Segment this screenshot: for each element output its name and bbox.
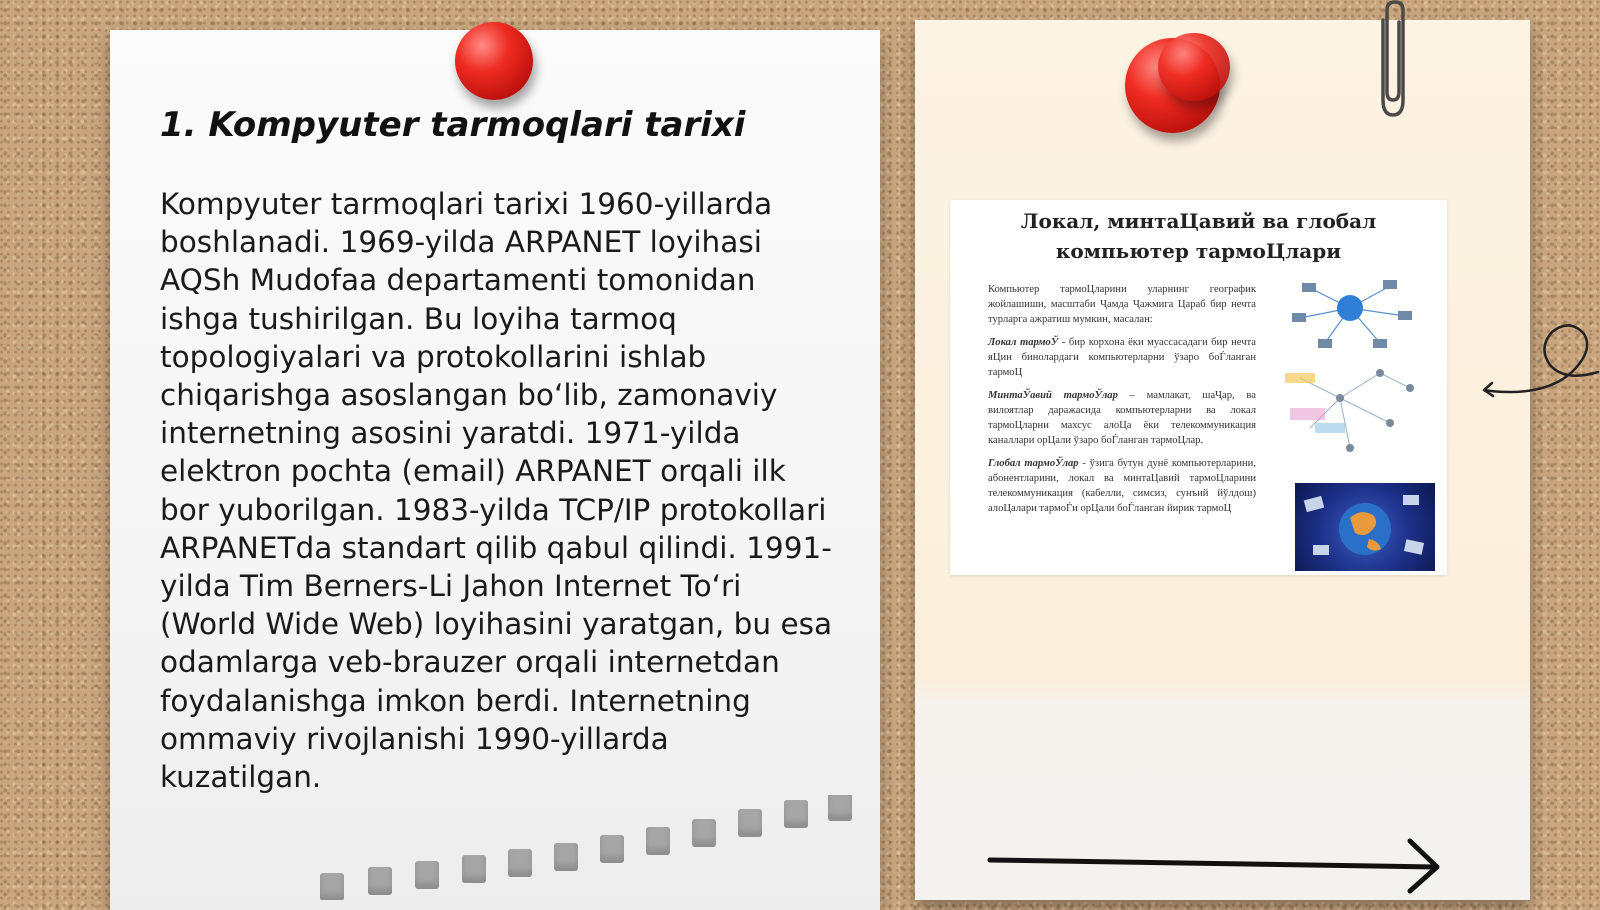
- document-global-term: Глобал тармоЎлар: [988, 458, 1079, 469]
- document-local-paragraph: [988, 335, 1256, 380]
- document-title-line1: Локал, минтаЦавий ва глобал: [1020, 209, 1377, 233]
- push-pin-highlight: [1158, 33, 1230, 101]
- curly-arrow-icon: [1480, 310, 1600, 410]
- document-regional-paragraph: [988, 388, 1256, 448]
- document-image: [950, 200, 1447, 575]
- document-title-line2: компьютер тармоЦлари: [1055, 239, 1342, 263]
- torn-paper-edge: [110, 795, 880, 900]
- document-regional-term: МинтаЎавий тармоЎлар: [988, 390, 1118, 401]
- document-text: [988, 282, 1256, 524]
- document-local-term: Локал тармоЎ: [988, 337, 1059, 348]
- slide-title: 1. Kompyuter tarmoqlari tarixi: [160, 105, 746, 145]
- document-local-text: - бир корхона ёки муассасадаги бир нечта яЦин бинолардаги компьютерларни ўзаро боЃланган тармоЦ: [988, 337, 1256, 378]
- document-title: [950, 206, 1447, 266]
- globe-network-image: [1295, 483, 1435, 571]
- paper-clip-icon: [1375, 0, 1411, 120]
- arrow-right-icon: [985, 835, 1445, 895]
- document-global-paragraph: [988, 456, 1256, 516]
- network-diagram-image: [1280, 278, 1425, 458]
- document-intro: Компьютер тармоЦларини уларнинг географик жойлашиши, масштаби Ҷамда Ҷажмига Цараб бир нечта турларга ажратиш мумкин, масалан:: [988, 284, 1256, 325]
- slide-body-text: Kompyuter tarmoqlari tarixi 1960-yillarda boshlanadi. 1969-yilda ARPANET loyihasi AQSh Mudofaa departamenti tomonidan ishga tushirilgan. Bu loyiha tarmoq topologiyalari va protokollarini ishlab chiqarishga asoslangan bo‘lib, zamonaviy internetning asosini yaratdi. 1971-yilda elektron pochta (email) ARPANET orqali ilk bor yuborilgan. 1983-yilda TCP/IP protokollari ARPANETda standart qilib qabul qilindi. 1991-yilda Tim Berners-Li Jahon Internet To‘ri (World Wide Web) loyihasini yaratgan, bu esa odamlarga veb-brauzer orqali internetdan foydalanishga imkon berdi. Internetning ommaviy rivojlanishi 1990-yillarda kuzatilgan.: [160, 187, 833, 795]
- push-pin-icon: [455, 22, 533, 100]
- document-global-text: - ўзига бутун дунё компьютерларини, абонентларини, локал ва минтаЦавий тармоЦларини телекоммуникация (кабелли, симсиз, сунъий йўлдош) алоЦалари тармоЃи орЦали боЃланган йирик тармоЦ: [988, 458, 1256, 514]
- document-regional-text: – мамлакат, шаҶар, ва вилоятлар даражасида компьютерларни ва локал тармоЦларни махсус алоЦа ёки телекоммуникация каналлари орЦали ўзаро боЃланган тармоЦлар.: [988, 390, 1256, 446]
